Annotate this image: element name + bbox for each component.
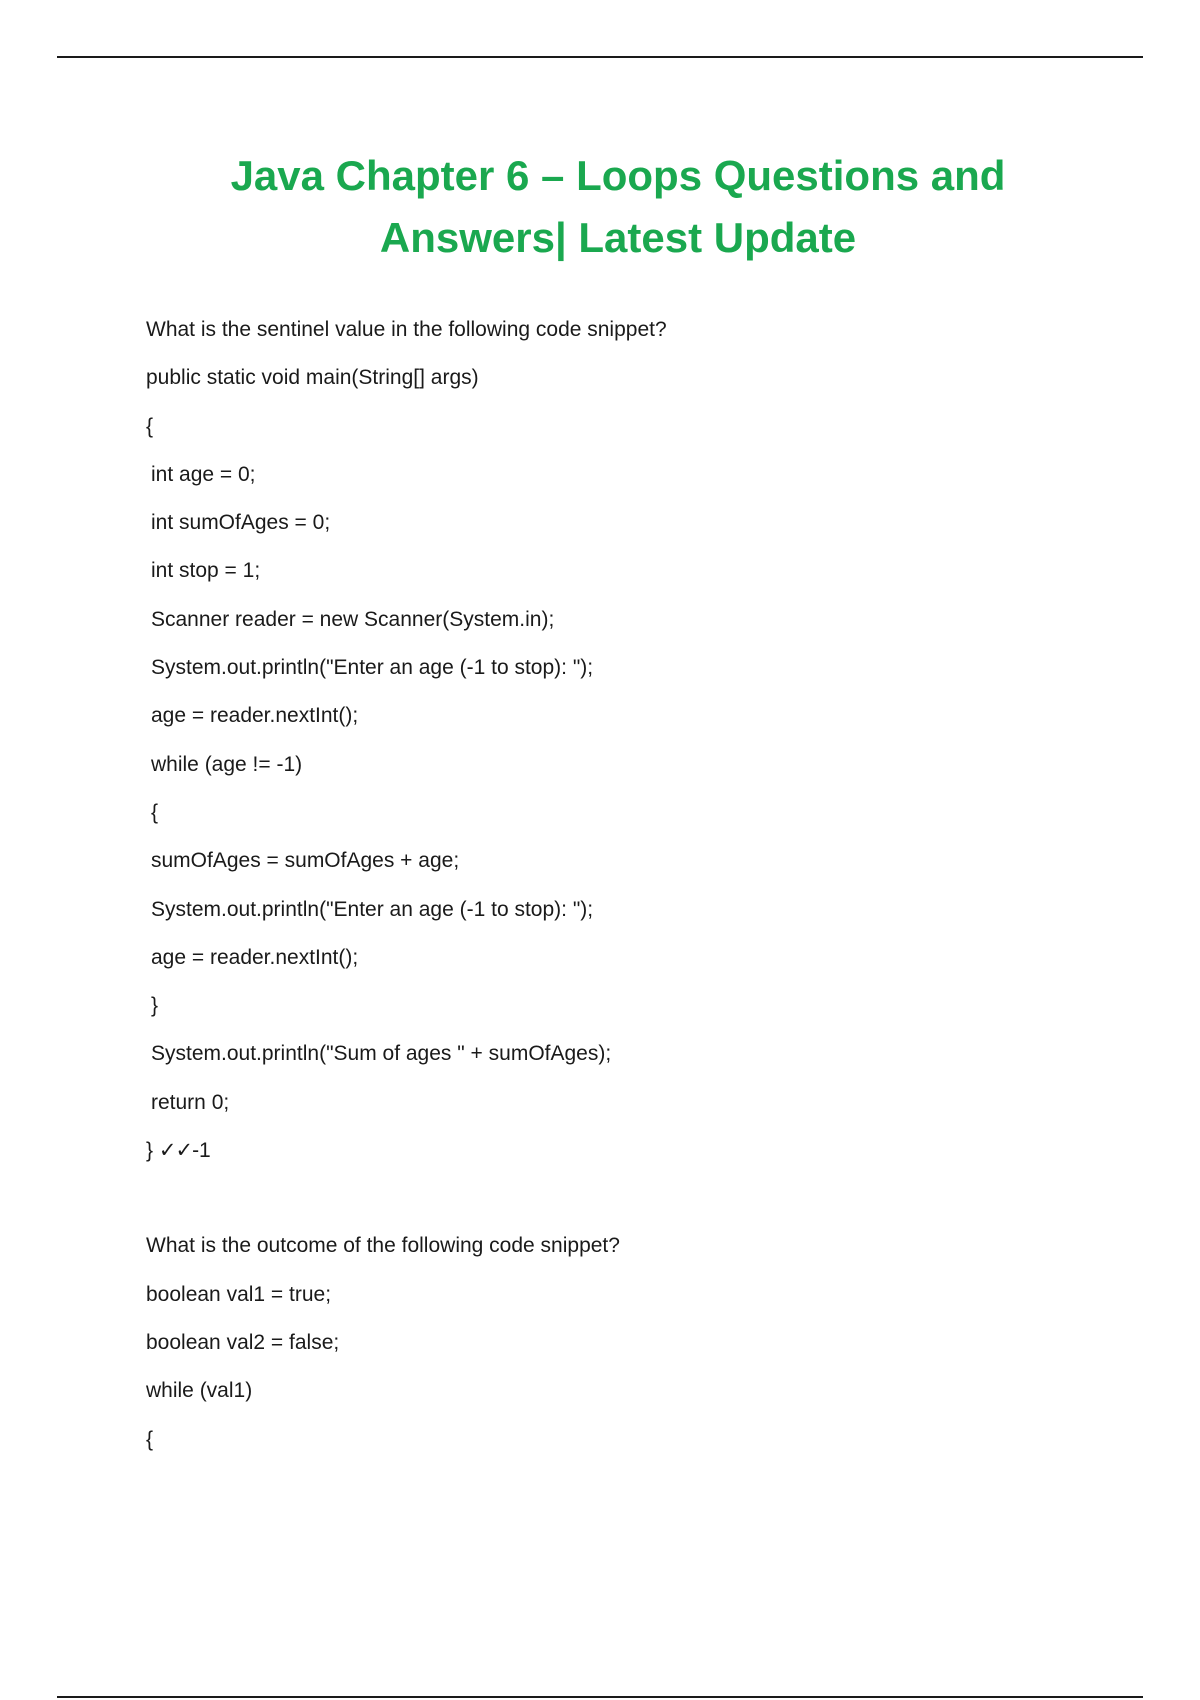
question-text: What is the sentinel value in the following code snippet? (146, 318, 667, 341)
code-line: age = reader.nextInt(); (151, 704, 359, 728)
code-line: sumOfAges = sumOfAges + age; (151, 849, 460, 873)
question-block-2 (146, 1222, 1126, 1463)
code-line: { (146, 414, 154, 438)
code-line: return 0; (151, 1090, 230, 1114)
code-line: { (146, 1427, 154, 1451)
code-line: System.out.println("Enter an age (-1 to stop): "); (151, 656, 594, 680)
code-line: boolean val1 = true; (146, 1282, 332, 1306)
question-block-1 (146, 306, 1126, 1175)
code-line: age = reader.nextInt(); (151, 945, 359, 969)
code-line: while (age != -1) (151, 752, 303, 776)
code-line: int stop = 1; (151, 559, 261, 583)
footer-rule (57, 1696, 1143, 1698)
code-line: while (val1) (146, 1379, 253, 1403)
code-line: System.out.println("Sum of ages " + sumOfAges); (151, 1042, 612, 1066)
code-line: boolean val2 = false; (146, 1330, 340, 1354)
code-line: public static void main(String[] args) (146, 366, 479, 390)
code-line: } (151, 994, 159, 1018)
header-rule (57, 56, 1143, 58)
code-line: System.out.println("Enter an age (-1 to stop): "); (151, 897, 594, 921)
document-title (0, 145, 1200, 269)
title-line-1: Java Chapter 6 – Loops Questions and (230, 152, 1006, 199)
answer-value: -1 (192, 1139, 211, 1163)
code-line: Scanner reader = new Scanner(System.in); (151, 607, 555, 631)
closing-brace: } (146, 1139, 154, 1163)
document-body (146, 306, 1126, 1464)
title-line-2: Answers| Latest Update (379, 214, 857, 261)
code-line: int sumOfAges = 0; (151, 511, 331, 535)
checkmark-icon: ✓✓ (158, 1139, 193, 1163)
code-line: { (151, 800, 159, 824)
answer-line (146, 1127, 1126, 1175)
code-line: int age = 0; (151, 462, 256, 486)
question-text: What is the outcome of the following code snippet? (146, 1234, 620, 1258)
